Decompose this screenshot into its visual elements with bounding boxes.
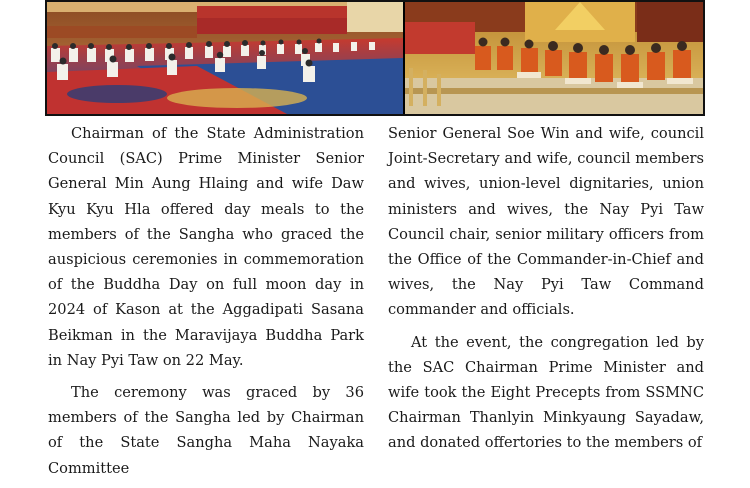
article-paragraph: At the event, the congregation led by the SAC Chairman Prime Minister and wife took the Eight Precepts from SSMNC Chairman Thanlyin Minkyaung Sayadaw, and donated offertories to the members of: [388, 333, 704, 452]
article-column-left: [48, 121, 364, 488]
article-column-right: [388, 121, 704, 463]
article-paragraph: The ceremony was graced by 36 members of the Sangha led by Chairman of the State Sangha Maha Nayaka Committee: [48, 384, 364, 477]
article-paragraph: Chairman of the State Administration Council (SAC) Prime Minister Senior General Min Aung Hlaing and wife Daw Kyu Kyu Hla offered day meals to the members of the Sangha who graced the auspicious ceremonies in commemoration of the Buddha Day on full moon day in 2024 of Kason at the Aggadipati Sasana Beikman in the Maravijaya Buddha Park in Nay Pyi Taw on 22 May.: [48, 125, 364, 369]
ceremony-hall-photo: [47, 2, 403, 114]
sangha-seated-photo: [405, 2, 705, 114]
photo-strip: [45, 0, 705, 116]
article-paragraph: Senior General Soe Win and wife, council Joint-Secretary and wife, council members and wives, union-level dignitaries, union ministers and wives, the Nay Pyi Taw Council chair, senior military officers from the Office of the Commander-in-Chief and wives, the Nay Pyi Taw Command commander and officials.: [388, 125, 704, 319]
